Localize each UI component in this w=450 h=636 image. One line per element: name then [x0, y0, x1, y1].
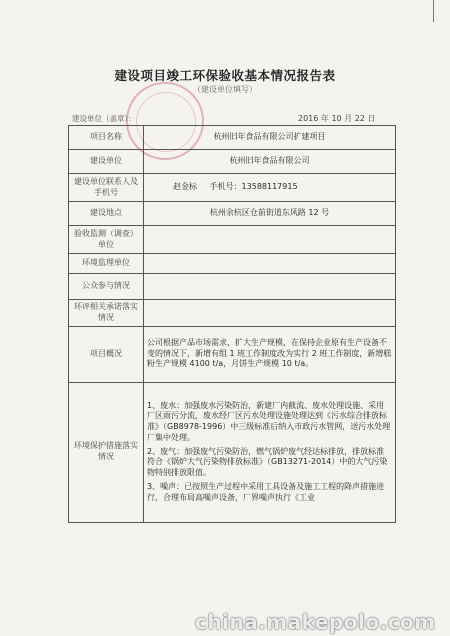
supervisor-label: 环境监理单位: [69, 254, 144, 274]
monitor-value: [144, 226, 396, 254]
monitor-label: 验收监测（调查）单位: [69, 226, 144, 254]
row-eia: [69, 300, 396, 327]
overview-value: 公司根据产品市场需求，扩大生产规模，在保持企业原有生产设备不变的情况下，新增有组 1 班工作制度改为实行 2 班工作制度，新增糕粉生产规模 4100 t/a，月饼生产规模 10 t/a。: [144, 326, 396, 382]
unit-label: 建设单位（盖章）：: [72, 114, 136, 123]
contact-label: 建设单位联系人及手机号: [69, 174, 144, 202]
row-monitor: [69, 226, 396, 254]
env-item-noise: 3、噪声：已按照生产过程中采用工具设备及施工工程的降声措施进行，合理布局高噪声设备，厂界噪声执行《工业: [147, 482, 385, 502]
report-date: 2016 年 10 月 22 日: [298, 114, 376, 123]
row-public: [69, 274, 396, 300]
contact-phone-label: 手机号：: [209, 182, 242, 192]
project-name-value: 杭州旧年食品有限公司扩建项目: [144, 126, 396, 150]
row-overview: [69, 326, 396, 382]
location-label: 建设地点: [69, 202, 144, 226]
overview-label: 项目概况: [69, 326, 144, 382]
row-env: [69, 382, 396, 522]
builder-value: 杭州旧年食品有限公司: [144, 150, 396, 174]
builder-label: 建设单位: [69, 150, 144, 174]
contact-phone: 13588117915: [241, 182, 298, 192]
env-item-water: 1、废水：加强废水污染防治，新建厂内截流、废水处理设施、采用厂区雨污分流，废水经厂区污水处理设施处理达到《污水综合排放标准》（GB8978-1996）中三级标准后纳入市政污水管网，送污水处理厂集中处理。: [147, 400, 391, 442]
row-contact: [69, 174, 396, 202]
public-value: [144, 274, 396, 300]
document-subtitle: （建设单位填写）: [193, 85, 257, 94]
env-value: [144, 382, 396, 522]
public-label: 公众参与情况: [69, 274, 144, 300]
report-form-table: [68, 125, 396, 523]
env-label: 环境保护措施落实情况: [69, 382, 144, 522]
page-edge-mark: [433, 0, 434, 22]
env-item-air: 2、废气：加强废气污染防治，燃气锅炉废气经达标排放，排放标准符合《锅炉大气污染物排放标准》（GB13271-2014）中的大气污染物特别排放限值。: [147, 446, 388, 478]
project-name-label: 项目名称: [69, 126, 144, 150]
watermark: china.makepolo.com: [195, 610, 436, 634]
eia-label: 环评相关承诺落实情况: [69, 300, 144, 327]
row-location: [69, 202, 396, 226]
eia-value: [144, 300, 396, 327]
contact-value: [144, 174, 396, 202]
contact-name: 赵金标: [173, 182, 197, 192]
location-value: 杭州余杭区仓前街道东风路 12 号: [144, 202, 396, 226]
row-project-name: [69, 126, 396, 150]
document-title: 建设项目竣工环保验收基本情况报告表: [114, 68, 336, 83]
row-builder: [69, 150, 396, 174]
row-supervisor: [69, 254, 396, 274]
supervisor-value: [144, 254, 396, 274]
